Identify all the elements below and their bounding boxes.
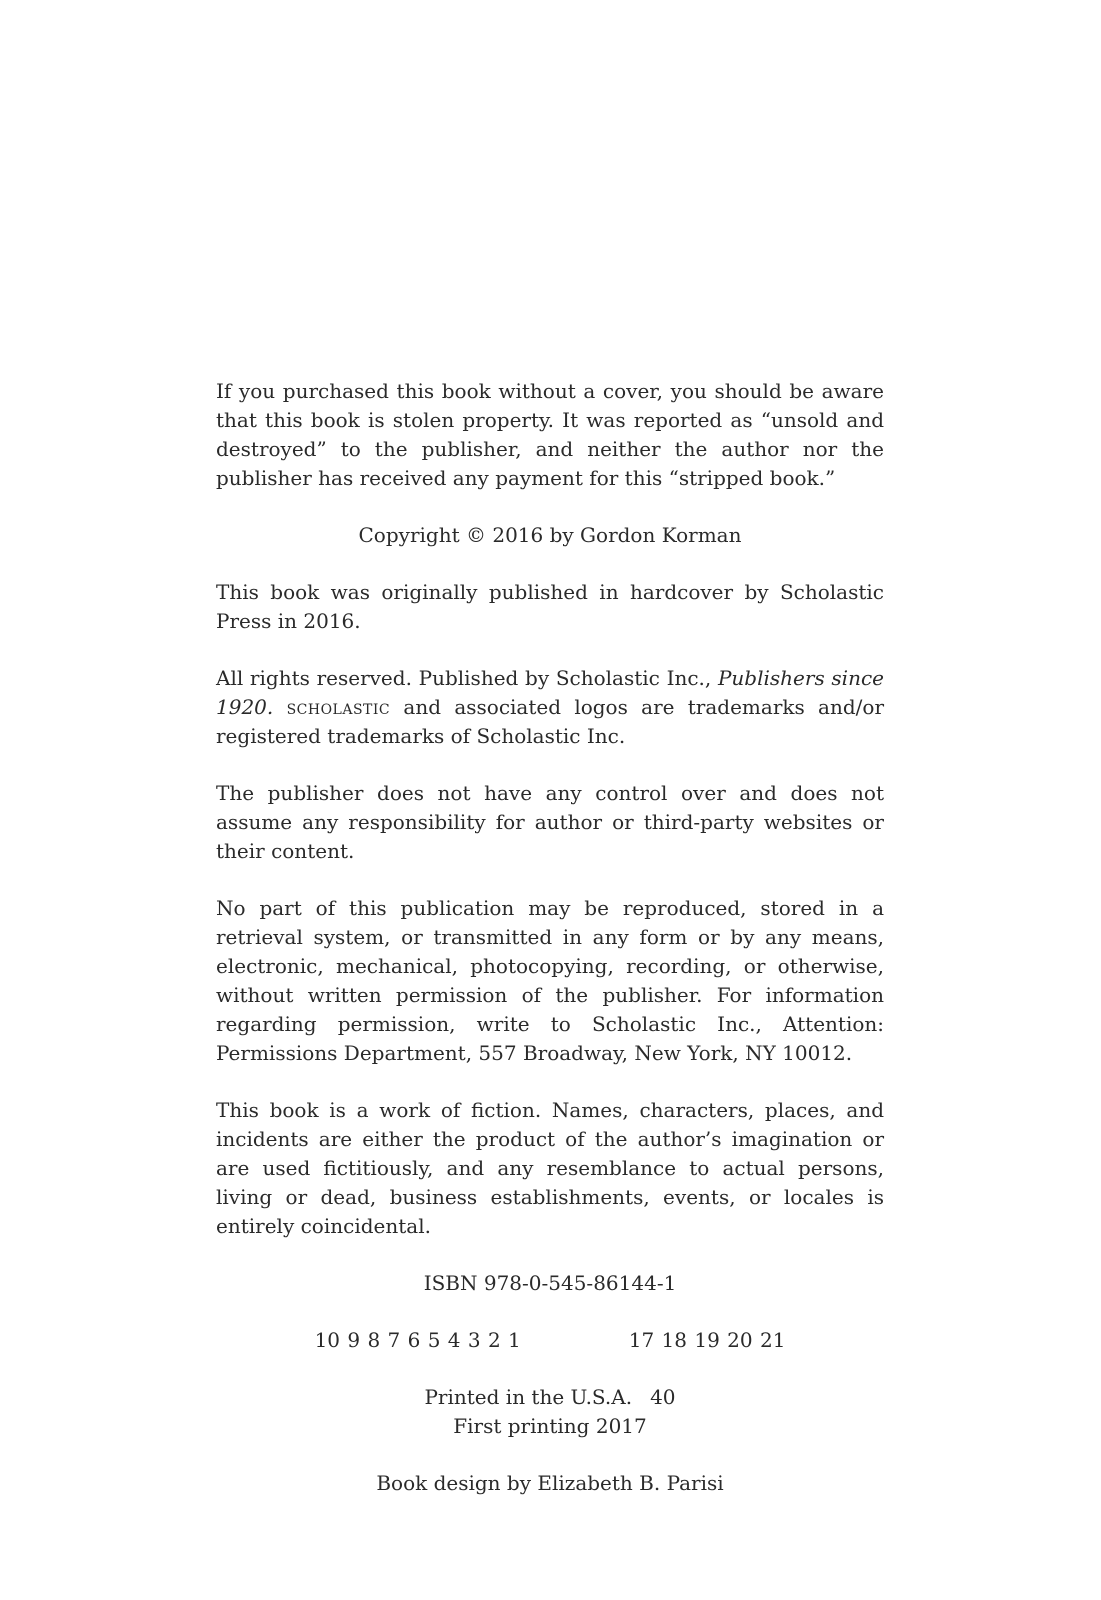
printer-code: 40 [650, 1385, 676, 1409]
rights-lead-text: All rights reserved. Published by Scholastic Inc., [216, 666, 718, 690]
scholastic-trademark-text: scholastic [286, 695, 391, 719]
printed-in-line [216, 1383, 884, 1412]
first-printing-line: First printing 2017 [453, 1414, 647, 1438]
stripped-book-notice: If you purchased this book without a cover, you should be aware that this book is stolen property. It was reported as “unsold and destroyed” to the publisher, and neither the author nor the publisher has received any payment for this “stripped book.” [216, 379, 884, 490]
book-design-credit: Book design by Elizabeth B. Parisi [376, 1471, 724, 1495]
copyright-line: Copyright © 2016 by Gordon Korman [358, 523, 742, 547]
rights-tail-text: and associated logos are trademarks and/or registered trademarks of Scholastic Inc. [216, 695, 884, 748]
print-line [216, 1326, 884, 1355]
printed-in-text: Printed in the U.S.A. [424, 1385, 633, 1409]
publishers-since-text: Publishers since 1920. [216, 666, 884, 719]
isbn-line: ISBN 978-0-545-86144-1 [423, 1271, 677, 1295]
original-publication-note: This book was originally published in hardcover by Scholastic Press in 2016. [216, 580, 884, 633]
printing-years: 17 18 19 20 21 [628, 1328, 786, 1352]
impression-numbers: 10 9 8 7 6 5 4 3 2 1 [314, 1328, 521, 1352]
reproduction-notice: No part of this publication may be reproduced, stored in a retrieval system, or transmitted in any form or by any means, electronic, mechanical, photocopying, recording, or otherwise, without written permission of the publisher. For information regarding permission, write to Scholastic Inc., Attention: Permissions Department, 557 Broadway, New York, NY 10012. [216, 896, 884, 1065]
rights-reserved-paragraph [216, 664, 884, 751]
websites-disclaimer: The publisher does not have any control over and does not assume any responsibility for author or third-party websites or their content. [216, 781, 884, 863]
fiction-disclaimer: This book is a work of fiction. Names, characters, places, and incidents are either the product of the author’s imagination or are used fictitiously, and any resemblance to actual persons, living or dead, business establishments, events, or locales is entirely coincidental. [216, 1098, 884, 1238]
copyright-page [216, 377, 884, 1526]
